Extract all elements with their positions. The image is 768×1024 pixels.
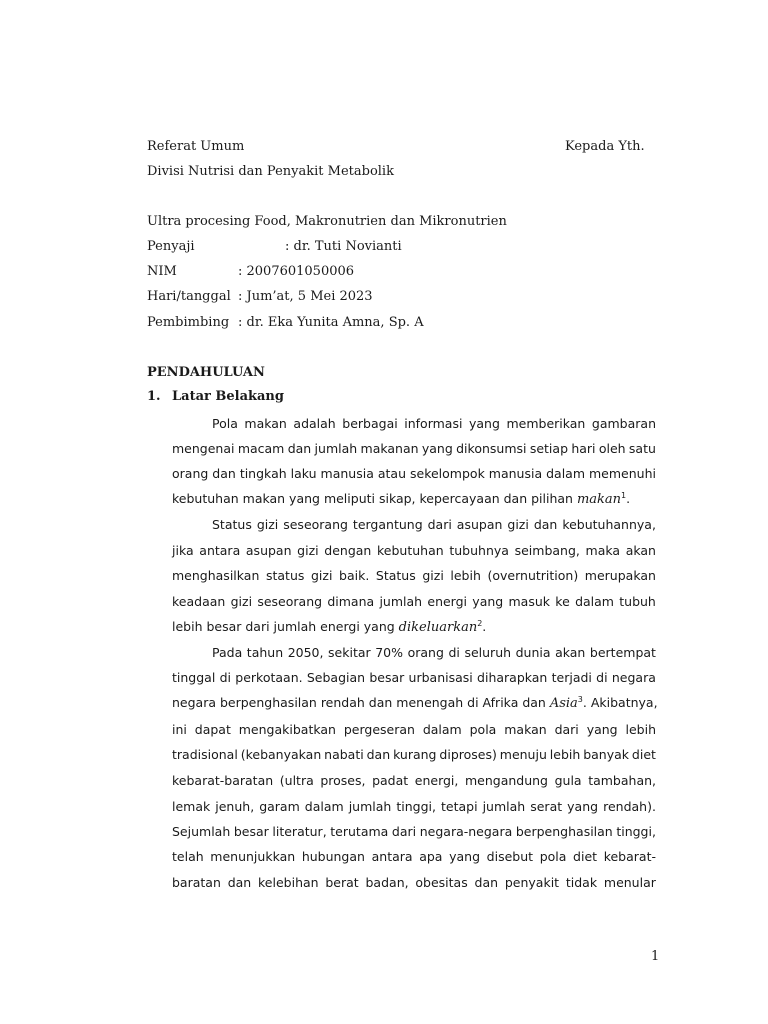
document-title: Ultra procesing Food, Makronutrien dan Mikronutrien [147,214,507,229]
subheading-number: 1. [147,389,161,404]
word: 2050, [287,645,324,660]
word: energi [427,594,468,609]
word: yang [472,594,504,609]
word: memberikan [506,416,586,431]
word: Pada [212,645,243,660]
page-number: 1 [651,949,660,964]
word: yang [567,799,599,814]
paragraph-line [172,799,656,815]
word: tubuh [619,594,656,609]
word: yang [469,416,500,431]
word: mengandung [464,773,548,788]
word: 70% [375,645,404,660]
word: seseorang [283,517,348,532]
word: akan [555,645,586,660]
word: apa [419,849,443,864]
word: urbanisasi [408,670,473,685]
citation-word: Asia [549,696,578,711]
word: yang [586,722,618,737]
word: makanan [360,441,419,456]
word: menghasilkan [172,568,260,583]
word: sekitar [328,645,371,660]
word: disebut [486,849,534,864]
info-label-pembimbing: Pembimbing [147,315,230,330]
word: tergantung [352,517,423,532]
word: banyak [583,747,630,762]
word: manusia [320,466,374,481]
word: kurang [393,747,437,762]
subheading: Latar Belakang [172,389,284,404]
word: terjadi [551,670,592,685]
word: jumlah [348,799,392,814]
word: gizi [256,517,279,532]
word: mengenai [172,441,235,456]
word: serat [530,799,563,814]
word: menular [603,875,656,890]
word: besar [233,824,269,839]
word: gizi [297,543,319,558]
word: dan [227,875,252,890]
word: telah [172,849,204,864]
word: jumlah [379,594,423,609]
word: obesitas [415,875,468,890]
word: dan [366,747,391,762]
word: merupakan [584,568,656,583]
word: masuk [508,594,551,609]
word: dalam [304,799,344,814]
info-label-penyaji: Penyaji [147,239,195,254]
word: menuju [499,747,547,762]
paragraph-line [172,875,656,891]
word: kebarat-baratan [172,773,274,788]
word: tinggal [172,670,216,685]
word: hari [571,441,596,456]
word: tidak [565,875,598,890]
word: seseorang [257,594,323,609]
info-value-penyaji: : dr. Tuti Novianti [285,239,402,254]
word: tambahan, [588,773,656,788]
word: Status [375,568,416,583]
word: orang [172,466,209,481]
word: kebutuhan [377,543,444,558]
word: makan [244,416,287,431]
word: berpenghasilan [515,824,613,839]
word: gizi [507,517,529,532]
word: gambaran [591,416,656,431]
word: antara [371,849,413,864]
word: besar [369,670,405,685]
info-value-nim: : 2007601050006 [238,264,355,279]
word: lebih [625,722,656,737]
word: seimbang, [514,543,580,558]
word: keadaan [172,594,226,609]
word: hubungan [301,849,365,864]
word: pola [539,849,567,864]
header-right-line1: Kepada Yth. [565,139,645,154]
citation-word: dikeluarkan [398,620,478,635]
word: garam [259,799,300,814]
word: dalam [422,722,462,737]
paragraph-line [172,568,656,584]
paragraph-line [172,695,656,712]
word: gula [554,773,582,788]
word: kelebihan [258,875,319,890]
word: diharapkan [477,670,548,685]
word: dan [533,517,558,532]
line-text: kebutuhan makan yang meliputi sikap, kepercayaan dan pilihan [172,491,577,506]
line-text: negara berpenghasilan rendah dan menengah di Afrika dan [172,695,550,710]
word: diet [573,849,598,864]
word: baratan [172,875,221,890]
citation-number: 2 [477,618,483,628]
word: lemak [172,799,211,814]
word: jika [172,543,194,558]
word: badan, [365,875,409,890]
word: energi, [414,773,459,788]
paragraph-line [172,773,656,789]
line-end: . Akibatnya, [582,695,658,710]
word: jumlah [482,799,526,814]
word: ke [555,594,570,609]
paragraph-line [172,670,656,686]
word: satu [628,441,656,456]
word: berbagai [342,416,398,431]
paragraph-line [172,543,656,559]
word: di [448,645,460,660]
word: mengakibatkan [238,722,336,737]
word: orang [407,645,444,660]
word: lebih [549,747,581,762]
word: tinggi, [616,824,656,839]
paragraph-line [172,619,486,636]
word: seluruh [464,645,512,660]
word: lebih [450,568,481,583]
word: sekelompok [410,466,485,481]
word: dari [391,824,417,839]
word: gizi [230,594,253,609]
word: proses, [320,773,366,788]
word: Sebagian [306,670,366,685]
word: padat [372,773,409,788]
header-left-line2: Divisi Nutrisi dan Penyakit Metabolik [147,164,394,179]
word: (kebanyakan [240,747,322,762]
section-heading: PENDAHULUAN [147,365,265,380]
word: dunia [515,645,551,660]
word: tahun [246,645,284,660]
word: rendah). [603,799,656,814]
word: macam [237,441,285,456]
word: penyakit [504,875,560,890]
word: jumlah [314,441,358,456]
word: bertempat [589,645,656,660]
info-label-nim: NIM [147,264,177,279]
paragraph-line [172,747,656,763]
word: diproses) [439,747,497,762]
word: ini [172,722,187,737]
word: status [265,568,305,583]
word: tingkah [239,466,287,481]
word: tradisional [172,747,238,762]
paragraph-line [172,594,656,610]
paragraph-line [212,416,656,432]
word: tetapi [441,799,478,814]
word: dikonsumsi [456,441,527,456]
info-value-hari-tanggal: : Jum’at, 5 Mei 2023 [238,289,373,304]
paragraph-line [172,722,656,738]
word: terutama [330,824,389,839]
word: memenuhi [589,466,656,481]
word: akan [625,543,656,558]
citation-number: 3 [577,694,583,704]
word: pola [469,722,497,737]
word: (ultra [279,773,314,788]
word: dari [427,517,452,532]
line-end: . [482,619,487,634]
line-text: lebih besar dari jumlah energi yang [172,619,399,634]
word: maka [585,543,621,558]
word: kebutuhannya, [562,517,656,532]
word: di [219,670,231,685]
word: dan [287,441,312,456]
word: asupan [456,517,503,532]
word: menunjukkan [210,849,296,864]
word: diet [631,747,656,762]
word: Status [212,517,252,532]
word: antara [199,543,241,558]
citation-word: makan [576,492,622,507]
word: di [596,670,608,685]
word: Sejumlah [172,824,231,839]
info-value-pembimbing: : dr. Eka Yunita Amna, Sp. A [238,315,424,330]
paragraph-line [172,466,656,482]
word: Pola [212,416,238,431]
word: jenuh, [215,799,255,814]
word: nabati [324,747,364,762]
word: kebarat- [603,849,656,864]
word: gizi [422,568,444,583]
word: dan [474,875,499,890]
paragraph-line [212,517,656,533]
word: informasi [404,416,463,431]
word: pergeseran [343,722,415,737]
word: negara-negara [419,824,513,839]
citation-number: 1 [621,490,627,500]
word: manusia [488,466,543,481]
word: yang [449,849,481,864]
word: asupan [245,543,292,558]
word: dalam [575,594,614,609]
word: dapat [194,722,231,737]
paragraph-line [172,441,656,457]
word: dan [212,466,236,481]
paragraph-line [172,824,656,840]
word: atau [377,466,407,481]
paragraph-line [172,849,656,865]
header-left-line1: Referat Umum [147,139,245,154]
paragraph-line [212,645,656,661]
word: berat [325,875,359,890]
word: tinggi, [396,799,436,814]
word: gizi [310,568,333,583]
word: dari [554,722,579,737]
paragraph-line [172,491,630,508]
word: yang [421,441,453,456]
word: perkotaan. [235,670,303,685]
word: literatur, [272,824,327,839]
word: baik. [339,568,370,583]
word: adalah [293,416,336,431]
word: negara [611,670,656,685]
word: dimana [327,594,375,609]
word: tubuhnya [449,543,509,558]
info-label-hari-tanggal: Hari/tanggal [147,289,231,304]
word: dengan [324,543,372,558]
word: (overnutrition) [487,568,579,583]
word: laku [290,466,317,481]
word: setiap [529,441,568,456]
word: dalam [546,466,586,481]
word: makan [504,722,547,737]
word: oleh [598,441,626,456]
line-end: . [626,491,631,506]
